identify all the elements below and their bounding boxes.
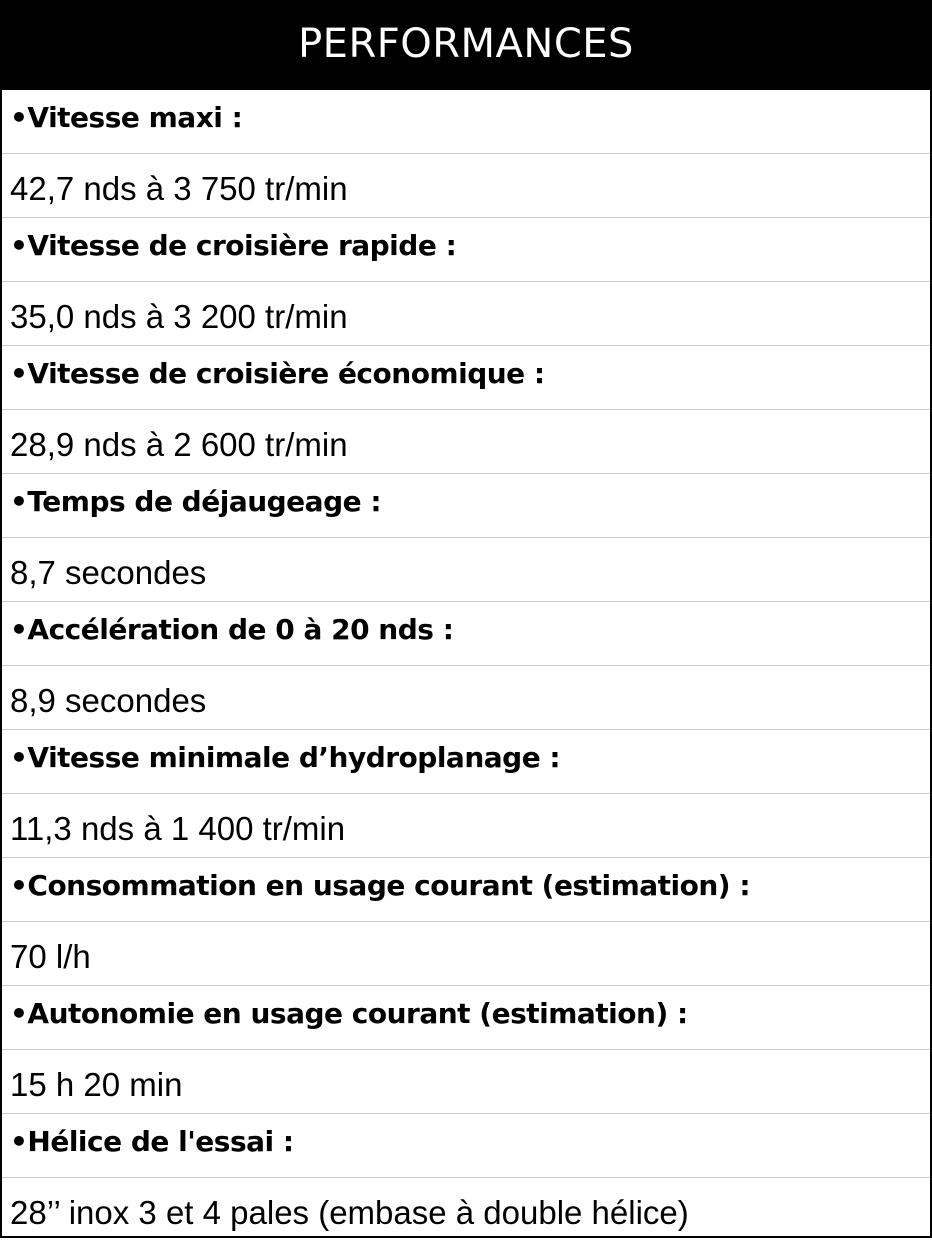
row-value: 70 l/h	[10, 937, 91, 975]
row-value: 8,7 secondes	[10, 553, 207, 591]
row-label: •Consommation en usage courant (estimation) :	[10, 869, 751, 902]
row-value: 42,7 nds à 3 750 tr/min	[10, 169, 348, 207]
label-row-acceleration	[2, 602, 930, 666]
label-row-helice	[2, 1114, 930, 1178]
row-value: 15 h 20 min	[10, 1065, 183, 1103]
value-row-helice	[2, 1178, 930, 1242]
label-row-vitesse-maxi	[2, 90, 930, 154]
row-label: •Vitesse maxi :	[10, 101, 243, 134]
label-row-autonomie	[2, 986, 930, 1050]
label-row-croisiere-rapide	[2, 218, 930, 282]
row-label: •Accélération de 0 à 20 nds :	[10, 613, 454, 646]
row-value: 8,9 secondes	[10, 681, 207, 719]
value-row-consommation	[2, 922, 930, 986]
label-row-croisiere-economique	[2, 346, 930, 410]
row-value: 11,3 nds à 1 400 tr/min	[10, 809, 346, 847]
row-label: •Vitesse de croisière rapide :	[10, 229, 457, 262]
label-row-hydroplanage	[2, 730, 930, 794]
value-row-acceleration	[2, 666, 930, 730]
label-row-dejaugeage	[2, 474, 930, 538]
value-row-vitesse-maxi	[2, 154, 930, 218]
row-value: 28’’ inox 3 et 4 pales (embase à double hélice)	[10, 1194, 689, 1231]
table-title: PERFORMANCES	[2, 0, 930, 90]
value-row-autonomie	[2, 1050, 930, 1114]
row-label: •Vitesse minimale d’hydroplanage :	[10, 741, 561, 774]
row-label: •Autonomie en usage courant (estimation) :	[10, 997, 688, 1030]
value-row-hydroplanage	[2, 794, 930, 858]
label-row-consommation	[2, 858, 930, 922]
row-value: 28,9 nds à 2 600 tr/min	[10, 425, 348, 463]
value-row-croisiere-economique	[2, 410, 930, 474]
value-row-croisiere-rapide	[2, 282, 930, 346]
value-row-dejaugeage	[2, 538, 930, 602]
row-value: 35,0 nds à 3 200 tr/min	[10, 297, 348, 335]
row-label: •Temps de déjaugeage :	[10, 485, 382, 518]
row-label: •Hélice de l'essai :	[10, 1125, 294, 1158]
row-label: •Vitesse de croisière économique :	[10, 357, 545, 390]
